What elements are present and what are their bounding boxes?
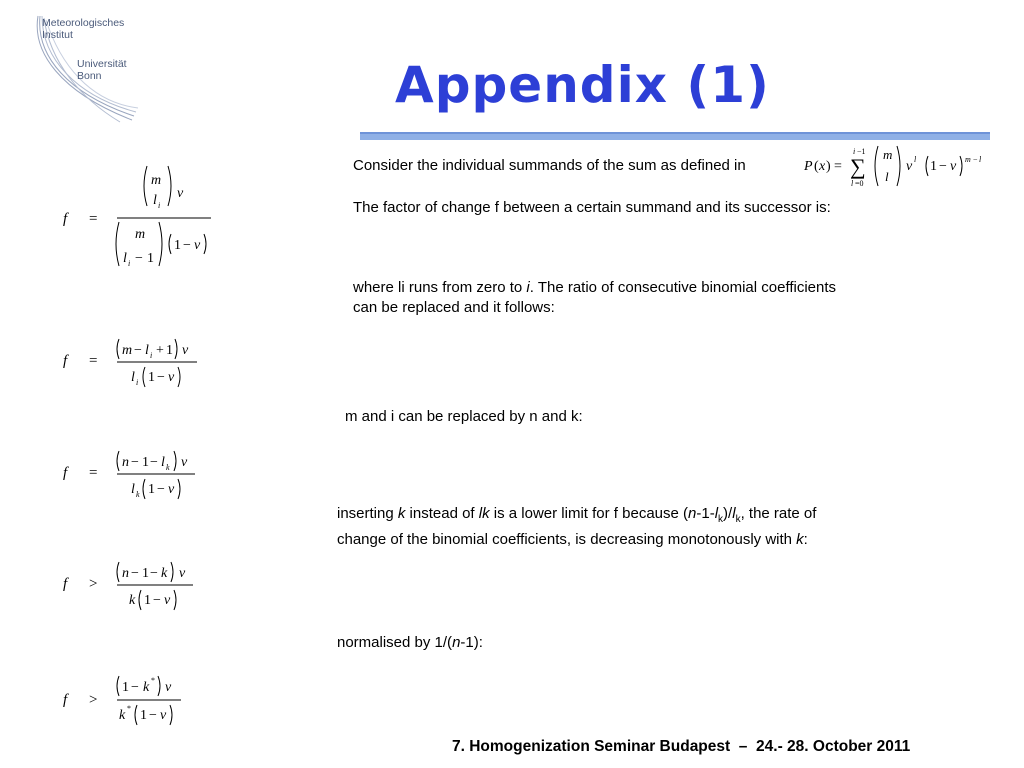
p5-k2: k bbox=[796, 531, 804, 548]
svg-text:=: = bbox=[89, 211, 98, 227]
svg-text:m: m bbox=[135, 227, 146, 242]
p5-f: , the rate of bbox=[740, 505, 817, 522]
p5-n: n bbox=[688, 505, 697, 522]
svg-text:n: n bbox=[122, 566, 129, 581]
p5-h: : bbox=[803, 531, 808, 548]
svg-text:i: i bbox=[136, 378, 139, 387]
svg-text:v: v bbox=[950, 159, 957, 174]
svg-text:l: l bbox=[914, 155, 917, 164]
paragraph-3 bbox=[353, 278, 836, 318]
p5-a: inserting bbox=[337, 505, 398, 522]
svg-text:=: = bbox=[834, 159, 842, 174]
equation-2 bbox=[55, 335, 225, 390]
svg-text:l: l bbox=[131, 482, 135, 497]
p6-b: -1): bbox=[460, 634, 483, 651]
p6-a: normalised by 1/( bbox=[337, 634, 453, 651]
svg-text:=0: =0 bbox=[855, 179, 864, 188]
svg-text:−: − bbox=[157, 370, 165, 385]
svg-text:1: 1 bbox=[147, 251, 154, 266]
p5-d: -1- bbox=[696, 505, 715, 522]
svg-text:1: 1 bbox=[122, 680, 129, 695]
formula-sum-definition bbox=[800, 142, 990, 190]
svg-text:l: l bbox=[161, 455, 165, 470]
svg-text:−: − bbox=[150, 566, 158, 581]
paragraph-1: Consider the individual summands of the sum as defined in bbox=[353, 157, 746, 174]
svg-text:v: v bbox=[182, 343, 189, 358]
svg-text:*: * bbox=[127, 704, 131, 713]
logo-text-line1: Meteorologisches bbox=[42, 17, 125, 29]
logo-text-line2: Institut bbox=[42, 29, 73, 41]
logo-text-line4: Bonn bbox=[77, 70, 102, 82]
svg-text:l: l bbox=[153, 193, 157, 208]
svg-text:>: > bbox=[89, 576, 98, 592]
svg-text:−: − bbox=[157, 482, 165, 497]
paragraph-5 bbox=[337, 504, 816, 550]
svg-text:f: f bbox=[63, 576, 68, 592]
svg-text:x: x bbox=[819, 159, 826, 174]
p5-k: k bbox=[397, 505, 406, 522]
svg-text:P: P bbox=[804, 159, 813, 174]
svg-text:∑: ∑ bbox=[850, 154, 866, 179]
svg-text:m: m bbox=[883, 147, 893, 162]
equation-4 bbox=[55, 558, 225, 613]
svg-text:−: − bbox=[134, 343, 142, 358]
svg-text:−: − bbox=[131, 680, 139, 695]
svg-text:i: i bbox=[150, 351, 153, 360]
svg-text:v: v bbox=[160, 708, 167, 723]
svg-text:k: k bbox=[136, 490, 140, 499]
svg-text:−: − bbox=[131, 455, 139, 470]
svg-text:f: f bbox=[63, 353, 68, 369]
svg-text:−: − bbox=[973, 155, 978, 164]
paragraph-3-text-b: . The ratio of consecutive binomial coefficients bbox=[529, 279, 837, 296]
svg-text:v: v bbox=[906, 159, 913, 174]
svg-text:(: ( bbox=[814, 159, 819, 174]
svg-text:k: k bbox=[143, 680, 150, 695]
svg-text:−: − bbox=[939, 159, 947, 174]
p5-sub1: k bbox=[718, 514, 724, 525]
svg-text:1: 1 bbox=[930, 159, 937, 174]
svg-text:n: n bbox=[122, 455, 129, 470]
svg-text:l: l bbox=[131, 370, 135, 385]
svg-text:f: f bbox=[63, 692, 68, 708]
svg-text:1: 1 bbox=[142, 566, 149, 581]
svg-text:v: v bbox=[168, 370, 175, 385]
paragraph-3-italic-i: i bbox=[526, 279, 530, 296]
p5-e: )/ bbox=[723, 505, 733, 522]
equation-1 bbox=[55, 160, 225, 275]
paragraph-4: m and i can be replaced by n and k: bbox=[345, 408, 583, 425]
paragraph-3-text-c: can be replaced and it follows: bbox=[353, 299, 555, 316]
svg-text:1: 1 bbox=[140, 708, 147, 723]
svg-text:=: = bbox=[89, 353, 98, 369]
paragraph-6 bbox=[337, 633, 483, 653]
svg-text:i: i bbox=[158, 201, 161, 210]
page-title: Appendix (1) bbox=[395, 56, 770, 114]
svg-text:−: − bbox=[153, 593, 161, 608]
svg-text:m: m bbox=[122, 343, 133, 358]
svg-text:l: l bbox=[851, 179, 854, 188]
p5-l1: l bbox=[714, 505, 719, 522]
svg-text:f: f bbox=[63, 211, 68, 227]
svg-text:v: v bbox=[164, 593, 171, 608]
svg-text:v: v bbox=[177, 186, 184, 201]
svg-text:−: − bbox=[131, 566, 139, 581]
university-logo bbox=[20, 12, 140, 124]
svg-text:1: 1 bbox=[142, 455, 149, 470]
svg-text:1: 1 bbox=[148, 482, 155, 497]
p5-b: instead of bbox=[405, 505, 479, 522]
svg-text:m: m bbox=[151, 173, 162, 188]
svg-text:k: k bbox=[166, 463, 170, 472]
svg-text:1: 1 bbox=[144, 593, 151, 608]
svg-text:*: * bbox=[151, 676, 155, 685]
svg-text:v: v bbox=[194, 238, 201, 253]
svg-text:k: k bbox=[161, 566, 168, 581]
svg-text:−: − bbox=[149, 708, 157, 723]
svg-text:i: i bbox=[128, 259, 131, 268]
svg-text:>: > bbox=[89, 692, 98, 708]
svg-text:i: i bbox=[853, 147, 856, 156]
svg-text:v: v bbox=[179, 566, 186, 581]
paragraph-2: The factor of change f between a certain summand and its successor is: bbox=[353, 199, 831, 216]
header-rule-top bbox=[360, 132, 990, 134]
svg-text:m: m bbox=[965, 155, 971, 164]
svg-text:−1: −1 bbox=[857, 147, 866, 156]
p6-n: n bbox=[452, 634, 461, 651]
p5-l2: l bbox=[732, 505, 736, 522]
p5-c: is a lower limit for f because ( bbox=[489, 505, 689, 522]
logo-text-line3: Universität bbox=[77, 58, 127, 70]
svg-text:−: − bbox=[135, 251, 143, 266]
equation-3 bbox=[55, 447, 225, 502]
paragraph-3-text-a: where li runs from zero to bbox=[353, 279, 527, 296]
svg-text:l: l bbox=[145, 343, 149, 358]
footer-text: 7. Homogenization Seminar Budapest – 24.- 28. October 2011 bbox=[452, 738, 911, 755]
svg-text:1: 1 bbox=[148, 370, 155, 385]
svg-text:1: 1 bbox=[174, 238, 181, 253]
svg-text:v: v bbox=[181, 455, 188, 470]
header-rule bbox=[360, 133, 990, 140]
svg-text:l: l bbox=[979, 155, 982, 164]
svg-text:v: v bbox=[165, 680, 172, 695]
svg-text:k: k bbox=[129, 593, 136, 608]
p5-lk: lk bbox=[478, 505, 490, 522]
svg-text:+: + bbox=[156, 343, 164, 358]
svg-text:f: f bbox=[63, 465, 68, 481]
p5-g: change of the binomial coefficients, is decreasing monotonously with bbox=[337, 531, 797, 548]
svg-text:l: l bbox=[885, 169, 889, 184]
p5-sub2: k bbox=[735, 514, 741, 525]
svg-text:=: = bbox=[89, 465, 98, 481]
svg-text:1: 1 bbox=[166, 343, 173, 358]
equation-5 bbox=[55, 672, 225, 727]
svg-text:v: v bbox=[168, 482, 175, 497]
svg-text:l: l bbox=[123, 251, 127, 266]
svg-text:−: − bbox=[183, 238, 191, 253]
svg-text:): ) bbox=[826, 159, 831, 174]
svg-text:k: k bbox=[119, 708, 126, 723]
svg-text:−: − bbox=[150, 455, 158, 470]
